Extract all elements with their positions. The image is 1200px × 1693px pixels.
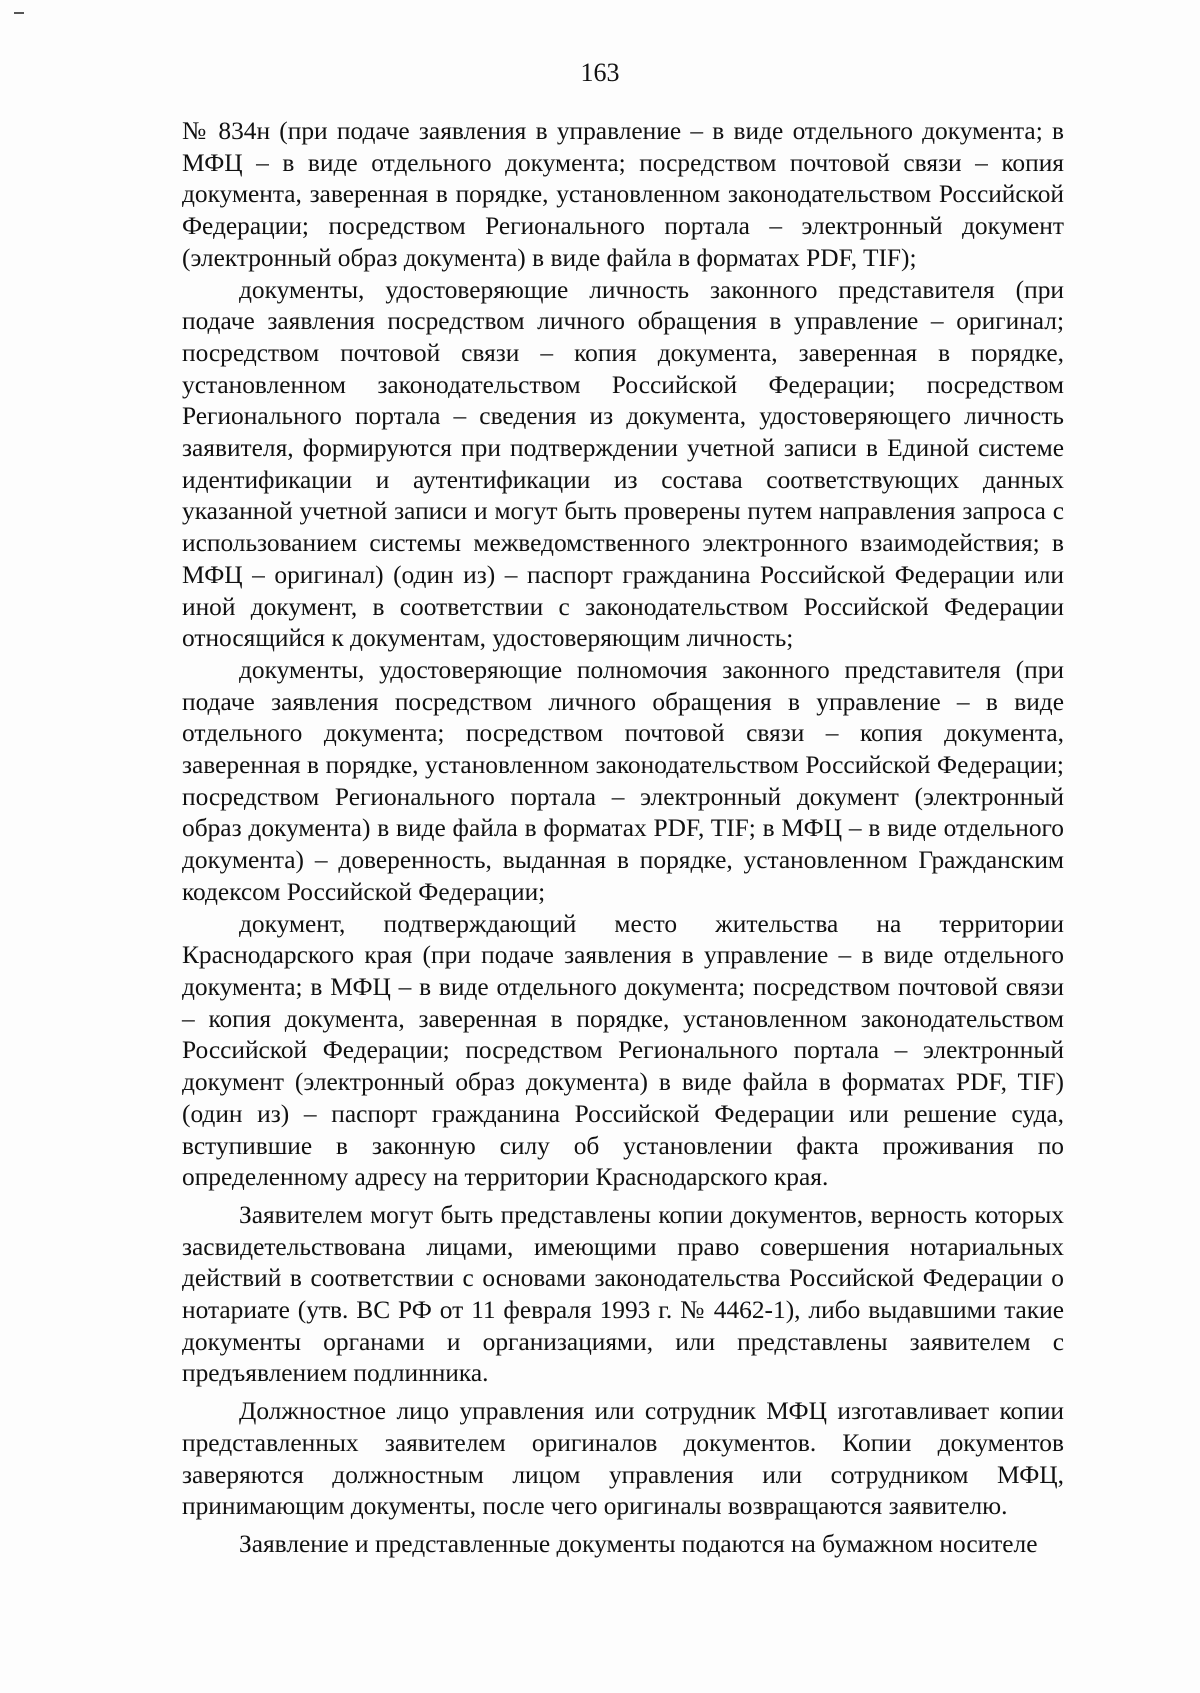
paragraph-6: Должностное лицо управления или сотрудник МФЦ изготавливает копии представленных заявителем оригиналов документов. Копии документов заверяются должностным лицом управления или сотрудником МФЦ, принимающим документы, после чего оригиналы возвращаются заявителю. (182, 1397, 1064, 1521)
paragraph-2: документы, удостоверяющие личность законного представителя (при подаче заявления посредством личного обращения в управление – оригинал; посредством почтовой связи – копия документа, заверенная в порядке, установленном законодательством Российской Федерации; посредством Регионального портала – сведения из документа, удостоверяющего личность заявителя, формируются при подтверждении учетной записи в Единой системе идентификации и аутентификации из состава соответствующих данных указанной учетной записи и могут быть проверены путем направления запроса с использованием системы межведомственного электронного взаимодействия; в МФЦ – оригинал) (один из) – паспорт гражданина Российской Федерации или иной документ, в соответствии с законодательством Российской Федерации относящийся к документам, удостоверяющим личность; (182, 275, 1064, 653)
scan-corner-mark (14, 12, 24, 14)
paragraph-5: Заявителем могут быть представлены копии документов, верность которых засвидетельствована лицами, имеющими право совершения нотариальных действий в соответствии с основами законодательства Российской Федерации о нотариате (утв. ВС РФ от 11 февраля 1993 г. № 4462-1), либо выдавшими такие документы органами и организациями, или представлены заявителем с предъявлением подлинника. (182, 1200, 1064, 1388)
document-body (182, 116, 1064, 1561)
paragraph-1: № 834н (при подаче заявления в управление – в виде отдельного документа; в МФЦ – в виде отдельного документа; посредством почтовой связи – копия документа, заверенная в порядке, установленном законодательством Российской Федерации; посредством Регионального портала – электронный документ (электронный образ документа) в виде файла в форматах PDF, TIF); (182, 117, 1064, 272)
paragraph-7: Заявление и представленные документы подаются на бумажном носителе (239, 1529, 1038, 1558)
paragraph-3: документы, удостоверяющие полномочия законного представителя (при подаче заявления посредством личного обращения в управление – в виде отдельного документа; посредством почтовой связи – копия документа, заверенная в порядке, установленном законодательством Российской Федерации; посредством Регионального портала – электронный документ (электронный образ документа) в виде файла в форматах PDF, TIF; в МФЦ – в виде отдельного документа) – доверенность, выданная в порядке, установленном Гражданским кодексом Российской Федерации; (182, 655, 1064, 906)
paragraph-4: документ, подтверждающий место жительства на территории Краснодарского края (при подаче заявления в управление – в виде отдельного документа; в МФЦ – в виде отдельного документа; посредством почтовой связи – копия документа, заверенная в порядке, установленном законодательством Российской Федерации; посредством Регионального портала – электронный документ (электронный образ документа) в виде файла в форматах PDF, TIF) (один из) – паспорт гражданина Российской Федерации или решение суда, вступившие в законную силу об установлении факта проживания по определенному адресу на территории Краснодарского края. (182, 909, 1064, 1192)
page-number: 163 (580, 58, 620, 87)
